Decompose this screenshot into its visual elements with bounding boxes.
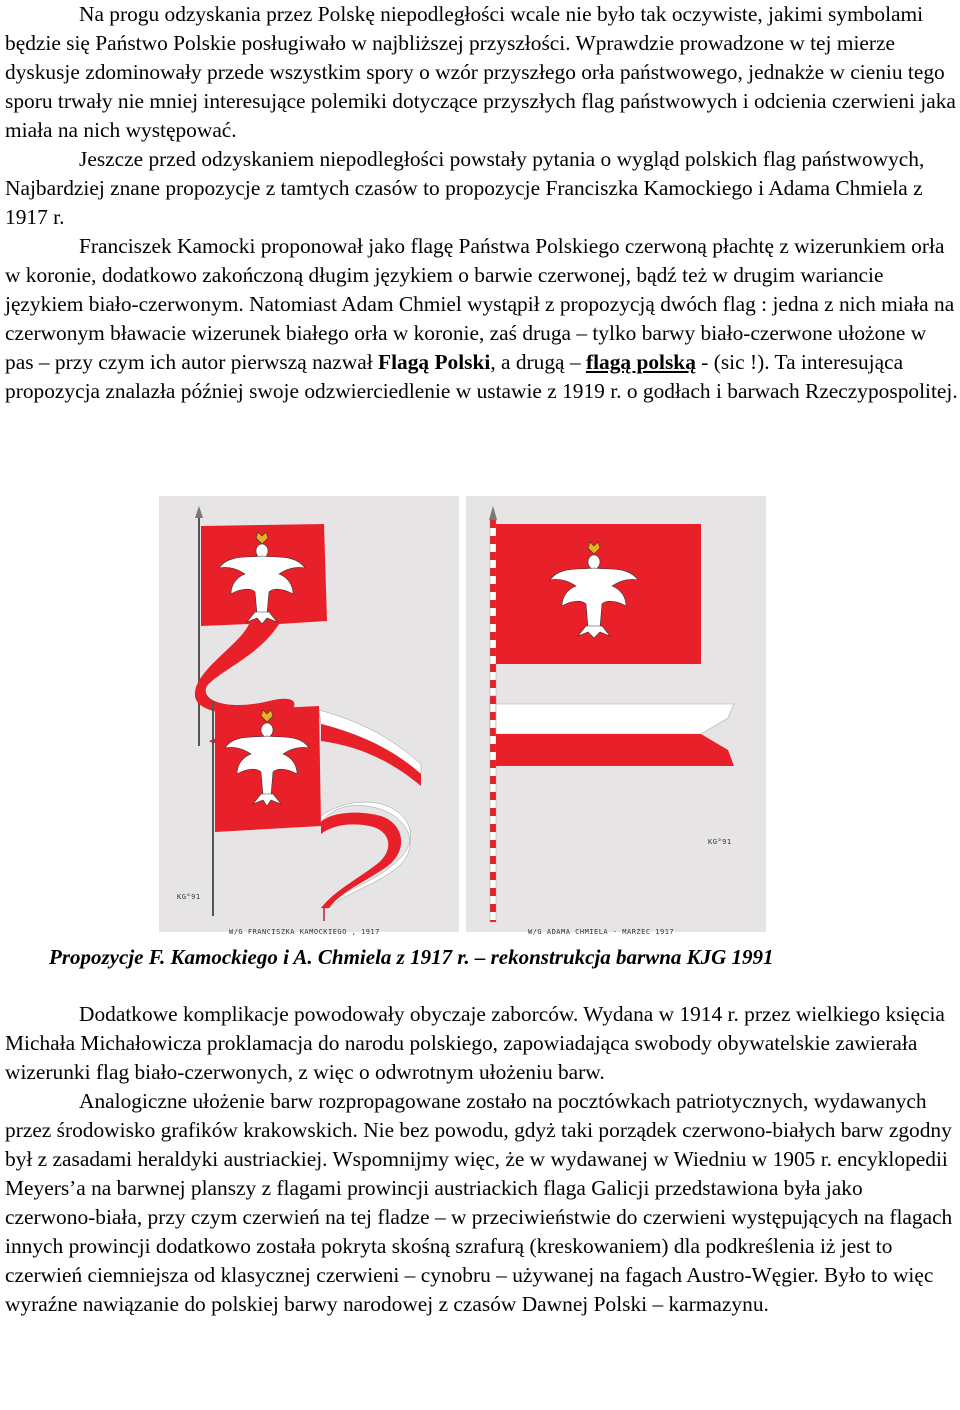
text-run: Franciszek Kamocki proponował jako flagę Państwa Polskiego czerwoną płachtę z wizerunkiem orła w koronie, dodatkowo zakończoną długim językiem o barwie czerwonej, bądź też w drugim wariancie językiem biało-czerwonym. Natomiast Adam Chmiel wystąpił z propozycją dwóch flag : jedna z nich miała na czerwonym bławacie wizerunek białego orła w koronie, zaś druga – tylko barwy biało-czerwone ułożone w pas – przy czym ich autor pierwszą nazwał xyxy=(5,234,955,374)
document-body xyxy=(5,0,958,406)
initials-mark: KG°91 xyxy=(177,893,201,901)
kamocki-flags-illustration xyxy=(159,496,459,932)
paragraph-4: Dodatkowe komplikacje powodowały obyczaje zaborców. Wydana w 1914 r. przez wielkiego księcia Michała Michałowicza proklamacja do narodu polskiego, zapowiadająca swobody obywatelskie zawierała wizerunki flag biało-czerwonych, z więc o odwrotnym ułożeniu barw. xyxy=(5,1002,945,1084)
signature-chmiel: W/G ADAMA CHMIELA - MARZEC 1917 xyxy=(528,928,675,936)
paragraph-1: Na progu odzyskania przez Polskę niepodległości wcale nie było tak oczywiste, jakimi symbolami będzie się Państwo Polskie posługiwało w najbliższej przyszłości. Wprawdzie prowadzone w tej mierze dyskusje zdominowały przede wszystkim spory o wzór przyszłego orła państwowego, jednakże w cieniu tego sporu trwały nie mniej interesujące polemiki dotyczące przyszłych flag państwowych i odcienia czerwieni jaka miała na nich występować. xyxy=(5,2,956,142)
chmiel-flags-illustration xyxy=(466,496,766,932)
initials-mark: KG°91 xyxy=(708,838,732,846)
text-run: - (sic !). Ta interesująca propozycja znalazła później swoje odzwierciedlenie w ustawie z 1919 r. o godłach i barwach Rzeczypospolitej. xyxy=(5,350,958,403)
chmiel-flags-panel xyxy=(466,496,766,936)
paragraph-2: Jeszcze przed odzyskaniem niepodległości powstały pytania o wygląd polskich flag państwowych, Najbardziej znane propozycje z tamtych czasów to propozycje Franciszka Kamockiego i Adama Chmiela z 1917 r. xyxy=(5,147,925,229)
bold-term-flaga-polski: Flagą Polski xyxy=(378,350,491,374)
flag-reconstruction-figure xyxy=(159,496,766,936)
text-run: , a drugą – xyxy=(490,350,586,374)
figure-caption: Propozycje F. Kamockiego i A. Chmiela z 1917 r. – rekonstrukcja barwna KJG 1991 xyxy=(49,945,774,969)
signature-kamocki: W/G FRANCISZKA KAMOCKIEGO , 1917 xyxy=(229,928,380,936)
paragraph-5: Analogiczne ułożenie barw rozpropagowane zostało na pocztówkach patriotycznych, wydawanych przez środowisko grafików krakowskich. Nie bez powodu, gdyż taki porządek czerwono-białych barw zgodny był z zasadami heraldyki austriackiej. Wspomnijmy więc, że w wydawanej w Wiedniu w 1905 r. encyklopedii Meyers’a na barwnej planszy z flagami prowincji austriackich flaga Galicji przedstawiona była jako czerwono-biała, przy czym czerwień na tej fladze – w przeciwieństwie do czerwieni występujących na flagach innych prowincji dodatkowo została pokryta skośną szrafurą (kreskowaniem) dla podkreślenia iż jest to czerwień ciemniejsza od klasycznej czerwieni – cynobru – używanej na fagach Austro-Węgier. Było to więc wyraźne nawiązanie do polskiej barwy narodowej z czasów Dawnej Polski – karmazynu. xyxy=(5,1089,953,1316)
document-body-continued xyxy=(5,1000,958,1319)
bold-term-flaga-polska: flagą polską xyxy=(585,350,696,374)
kamocki-flags-panel xyxy=(159,496,459,936)
paragraph-3 xyxy=(5,232,958,406)
